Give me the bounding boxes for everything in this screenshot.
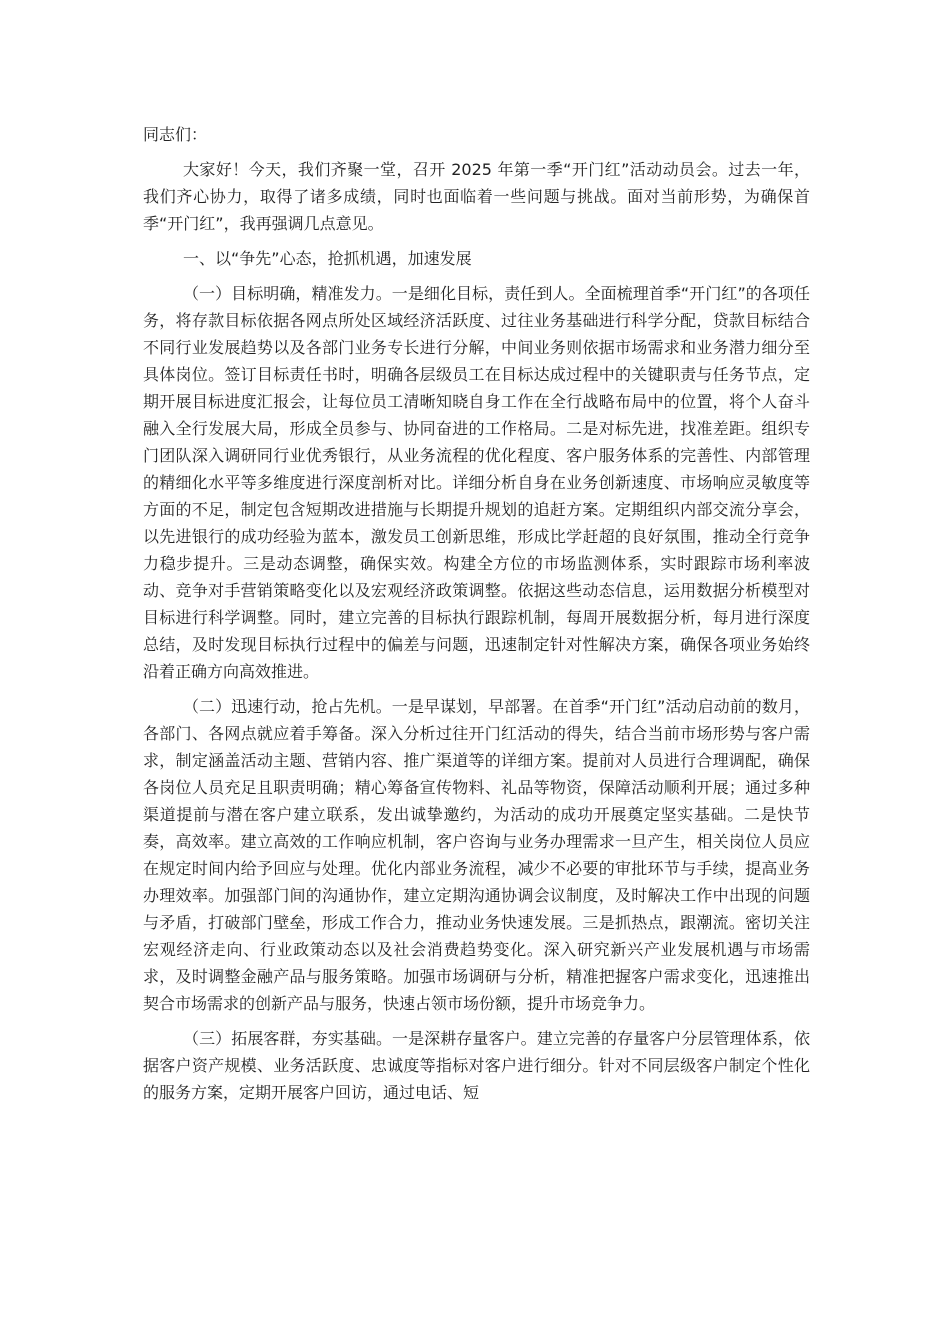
section-heading: 一、以“争先”心态，抢抓机遇，加速发展 xyxy=(183,249,472,268)
body-paragraph: （一）目标明确，精准发力。一是细化目标，责任到人。全面梳理首季“开门红”的各项任务，将存款目标依据各网点所处区域经济活跃度、过往业务基础进行科学分配，贷款目标结合不同行业发展趋势以及各部门业务专长进行分解，中间业务则依据市场需求和业务潜力细分至具体岗位。签订目标责任书时，明确各层级员工在目标达成过程中的关键职责与任务节点，定期开展目标进度汇报会，让每位员工清晰知晓自身工作在全行战略布局中的位置，将个人奋斗融入全行发展大局，形成全员参与、协同奋进的工作格局。二是对标先进，找准差距。组织专门团队深入调研同行业优秀银行，从业务流程的优化程度、客户服务体系的完善性、内部管理的精细化水平等多维度进行深度剖析对比。详细分析自身在业务创新速度、市场响应灵敏度等方面的不足，制定包含短期改进措施与长期提升规划的追赶方案。定期组织内部交流分享会，以先进银行的成功经验为蓝本，激发员工创新思维，形成比学赶超的良好氛围，推动全行竞争力稳步提升。三是动态调整，确保实效。构建全方位的市场监测体系，实时跟踪市场利率波动、竞争对手营销策略变化以及宏观经济政策调整。依据这些动态信息，运用数据分析模型对目标进行科学调整。同时，建立完善的目标执行跟踪机制，每周开展数据分析，每月进行深度总结，及时发现目标执行过程中的偏差与问题，迅速制定针对性解决方案，确保各项业务始终沿着正确方向高效推进。 xyxy=(143,284,810,681)
salutation: 同志们： xyxy=(143,125,208,144)
body-paragraph: （二）迅速行动，抢占先机。一是早谋划，早部署。在首季“开门红”活动启动前的数月，各部门、各网点就应着手筹备。深入分析过往开门红活动的得失，结合当前市场形势与客户需求，制定涵盖活动主题、营销内容、推广渠道等的详细方案。提前对人员进行合理调配，确保各岗位人员充足且职责明确；精心筹备宣传物料、礼品等物资，保障活动顺利开展；通过多种渠道提前与潜在客户建立联系，发出诚挚邀约，为活动的成功开展奠定坚实基础。二是快节奏，高效率。建立高效的工作响应机制，客户咨询与业务办理需求一旦产生，相关岗位人员应在规定时间内给予回应与处理。优化内部业务流程，减少不必要的审批环节与手续，提高业务办理效率。加强部门间的沟通协作，建立定期沟通协调会议制度，及时解决工作中出现的问题与矛盾，打破部门壁垒，形成工作合力，推动业务快速发展。三是抓热点，跟潮流。密切关注宏观经济走向、行业政策动态以及社会消费趋势变化。深入研究新兴产业发展机遇与市场需求，及时调整金融产品与服务策略。加强市场调研与分析，精准把握客户需求变化，迅速推出契合市场需求的创新产品与服务，快速占领市场份额，提升市场竞争力。 xyxy=(143,697,810,1013)
body-paragraph: （三）拓展客群，夯实基础。一是深耕存量客户。建立完善的存量客户分层管理体系，依据客户资产规模、业务活跃度、忠诚度等指标对客户进行细分。针对不同层级客户制定个性化的服务方案，定期开展客户回访，通过电话、短 xyxy=(143,1029,810,1102)
document-body xyxy=(143,121,810,1114)
intro-paragraph: 大家好！今天，我们齐聚一堂，召开 2025 年第一季“开门红”活动动员会。过去一年，我们齐心协力，取得了诸多成绩，同时也面临着一些问题与挑战。面对当前形势，为确保首季“开门红”，我再强调几点意见。 xyxy=(143,160,810,233)
